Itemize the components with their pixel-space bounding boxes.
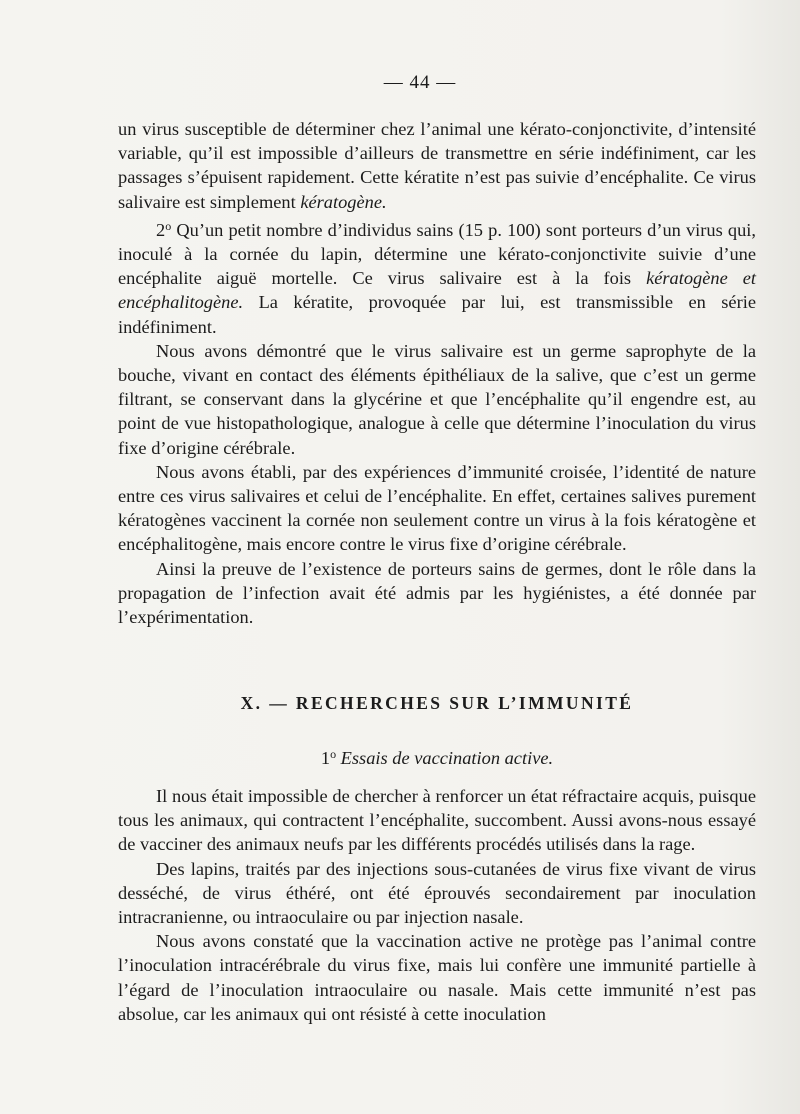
paragraph-text: La kératite, provoquée par lui, est transmissible en série indéfiniment. bbox=[118, 292, 756, 337]
paragraph-italic: kératogène et encéphalitogène. bbox=[118, 268, 756, 313]
paragraph-italic: kératogène. bbox=[300, 191, 387, 212]
paragraph bbox=[118, 117, 756, 214]
list-number-superscript: o bbox=[165, 218, 172, 233]
paragraph: Il nous était impossible de chercher à renforcer un état réfractaire acquis, puisque tous les animaux, qui contractent l’encéphalite, succombent. Aussi avons-nous essayé de vacciner des animaux neufs par les différents procédés utilisés dans la rage. bbox=[118, 786, 756, 855]
body-text-bottom bbox=[118, 784, 756, 1026]
subsection-number: 1 bbox=[320, 748, 331, 768]
body-text-top bbox=[118, 117, 756, 629]
paragraph: Des lapins, traités par des injections sous-cutanées de virus fixe vivant de virus desséché, de virus éthéré, ont été éprouvés secondairement par inoculation intracranienne, ou intraoculaire ou par injection nasale. bbox=[118, 858, 756, 928]
subsection-number-superscript: o bbox=[330, 747, 337, 761]
section-heading: X. — RECHERCHES SUR L’IMMUNITÉ bbox=[240, 693, 634, 713]
paragraph-text: Qu’un petit nombre d’individus sains (15 p. 100) sont porteurs d’un virus qui, inoculé à la cornée du lapin, détermine une kérato-conjonctivite suivie d’une encéphalite aiguë mortelle. Ce virus salivaire est à la fois bbox=[118, 219, 756, 289]
paragraph-text: un virus susceptible de déterminer chez l’animal une kérato-conjonctivite, d’intensité variable, qu’il est impossible d’ailleurs de transmettre en série indéfiniment, car les passages s’épuisent rapidement. Cette kératite n’est pas suivie d’encéphalite. Ce virus salivaire est simplement bbox=[118, 119, 756, 212]
paragraph: Nous avons établi, par des expériences d’immunité croisée, l’identité de nature entre ces virus salivaires et celui de l’encéphalite. En effet, certaines salives purement kératogènes vaccinent la cornée non seulement contre un virus à la fois kératogène et encéphalitogène, mais encore contre le virus fixe d’origine cérébrale. bbox=[118, 461, 756, 555]
paragraph bbox=[118, 214, 756, 339]
list-number: 2 bbox=[156, 219, 166, 240]
subsection-title: Essais de vaccination active. bbox=[336, 748, 554, 768]
paragraph: Nous avons démontré que le virus salivaire est un germe saprophyte de la bouche, vivant en contact des éléments épithéliaux de la salive, que c’est un germe filtrant, se conservant dans la glycérine et que l’encéphalite qu’il engendre est, au point de vue histopathologique, analogue à celle que détermine l’inoculation du virus fixe d’origine cérébrale. bbox=[118, 340, 756, 458]
page-number: — 44 — bbox=[383, 72, 457, 93]
paragraph: Ainsi la preuve de l’existence de porteurs sains de germes, dont le rôle dans la propagation de l’infection avait été admis par les hygiénistes, a été donnée par l’expérimentation. bbox=[118, 558, 756, 628]
subsection-heading bbox=[118, 747, 756, 769]
paragraph: Nous avons constaté que la vaccination active ne protège pas l’animal contre l’inoculation intracérébrale du virus fixe, mais lui confère une immunité partielle à l’égard de l’inoculation intraoculaire ou nasale. Mais cette immunité n’est pas absolue, car les animaux qui ont résisté à cette inoculation bbox=[118, 931, 756, 1024]
